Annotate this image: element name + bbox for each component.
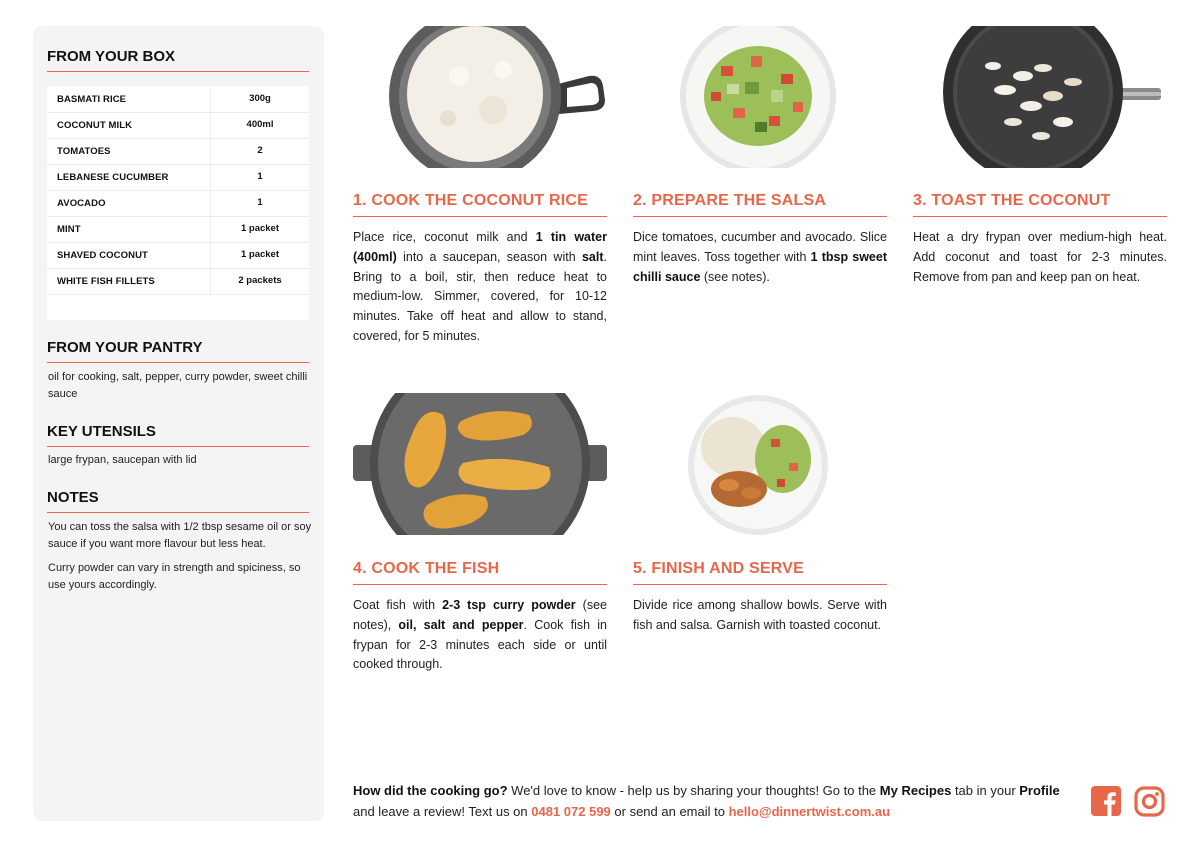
ingredient-row xyxy=(47,216,309,243)
note-text: You can toss the salsa with 1/2 tbsp sesame oil or soy sauce if you want more flavour but less heat. xyxy=(48,521,312,550)
ingredient-quantity: 1 xyxy=(257,171,263,182)
step-divider xyxy=(633,216,887,217)
step-2-title: 2. PREPARE THE SALSA xyxy=(633,192,827,209)
ingredient-row xyxy=(47,138,309,165)
ingredient-quantity: 2 packets xyxy=(238,275,282,286)
step-3-text: Heat a dry frypan over medium-high heat. Add coconut and toast for 2-3 minutes. Remove from pan and keep pan on heat. xyxy=(913,230,1167,284)
ingredient-row xyxy=(47,164,309,191)
my-recipes-tab-label: My Recipes xyxy=(879,783,952,798)
step-5-title: 5. FINISH AND SERVE xyxy=(633,560,804,577)
email-link[interactable]: hello@dinnertwist.com.au xyxy=(728,804,891,819)
step-4-photo xyxy=(353,393,607,535)
column-divider xyxy=(210,86,211,112)
ingredient-quantity: 1 packet xyxy=(240,249,280,260)
column-divider xyxy=(210,242,211,268)
ingredients-table xyxy=(47,86,309,320)
step-4-title: 4. COOK THE FISH xyxy=(353,560,500,577)
ingredient-quantity: 1 xyxy=(257,197,263,208)
note-text: Curry powder can vary in strength and spiciness, so use yours accordingly. xyxy=(48,562,301,591)
facebook-icon[interactable] xyxy=(1091,786,1121,821)
ingredient-name: TOMATOES xyxy=(57,146,111,157)
ingredient-quantity: 1 packet xyxy=(240,223,280,234)
step-2-photo xyxy=(633,26,887,168)
heading-divider xyxy=(47,512,309,513)
column-divider xyxy=(210,164,211,190)
step-divider xyxy=(913,216,1167,217)
step-4-text: Coat fish with 2-3 tsp curry powder (see notes), oil, salt and pepper. Cook fish in frypan for 2-3 minutes each side or until cooked through. xyxy=(353,598,607,672)
step-3-photo xyxy=(913,26,1167,168)
instagram-icon[interactable] xyxy=(1134,786,1165,822)
ingredient-name: BASMATI RICE xyxy=(57,94,127,105)
column-divider xyxy=(210,112,211,138)
ingredient-row xyxy=(47,268,309,295)
step-3-title: 3. TOAST THE COCONUT xyxy=(913,192,1111,209)
feedback-footer: How did the cooking go? We'd love to know - help us by sharing your thoughts! Go to the My Recipes tab in your Profile and leave a review! Text us on 0481 072 599 or send an email to hello@dinnertwist.com.au xyxy=(353,783,1060,819)
step-5-photo xyxy=(633,393,887,535)
heading-divider xyxy=(47,446,309,447)
heading-divider xyxy=(47,362,309,363)
ingredients-sidebar xyxy=(33,26,324,821)
ingredient-name: SHAVED COCONUT xyxy=(57,250,148,261)
ingredient-row xyxy=(47,242,309,269)
step-1-title: 1. COOK THE COCONUT RICE xyxy=(353,192,589,209)
from-your-pantry-heading: FROM YOUR PANTRY xyxy=(47,339,203,356)
step-1-photo xyxy=(353,26,607,168)
ingredient-name: LEBANESE CUCUMBER xyxy=(57,172,169,183)
column-divider xyxy=(210,190,211,216)
heading-divider xyxy=(47,71,309,72)
profile-label: Profile xyxy=(1019,783,1060,798)
ingredient-quantity: 400ml xyxy=(246,119,274,130)
ingredient-name: COCONUT MILK xyxy=(57,120,133,131)
step-5-text: Divide rice among shallow bowls. Serve with fish and salsa. Garnish with toasted coconut. xyxy=(633,598,887,632)
ingredient-name: MINT xyxy=(57,224,81,235)
ingredient-name: WHITE FISH FILLETS xyxy=(57,276,155,287)
step-divider xyxy=(353,584,607,585)
step-1-text: Place rice, coconut milk and 1 tin water (400ml) into a saucepan, season with salt. Bring to a boil, stir, then reduce heat to medium-low. Simmer, covered, for 10-12 minutes. Take off heat and allow to stand, covered, for 5 minutes. xyxy=(353,230,607,343)
ingredient-quantity: 2 xyxy=(257,145,263,156)
step-divider xyxy=(353,216,607,217)
ingredient-row xyxy=(47,112,309,139)
ingredient-name: AVOCADO xyxy=(57,198,106,209)
pantry-text: oil for cooking, salt, pepper, curry powder, sweet chilli sauce xyxy=(48,371,308,400)
ingredient-row xyxy=(47,86,309,113)
key-utensils-heading: KEY UTENSILS xyxy=(47,423,156,440)
step-2-text: Dice tomatoes, cucumber and avocado. Slice mint leaves. Toss together with 1 tbsp sweet chilli sauce (see notes). xyxy=(633,230,887,284)
column-divider xyxy=(210,268,211,294)
feedback-question: How did the cooking go? xyxy=(353,783,508,798)
ingredient-quantity: 300g xyxy=(249,93,271,104)
utensils-text: large frypan, saucepan with lid xyxy=(48,454,197,466)
notes-heading: NOTES xyxy=(47,489,99,506)
column-divider xyxy=(210,216,211,242)
step-divider xyxy=(633,584,887,585)
column-divider xyxy=(210,138,211,164)
from-your-box-heading: FROM YOUR BOX xyxy=(47,48,176,65)
phone-number-link[interactable]: 0481 072 599 xyxy=(531,804,611,819)
ingredient-row xyxy=(47,190,309,217)
